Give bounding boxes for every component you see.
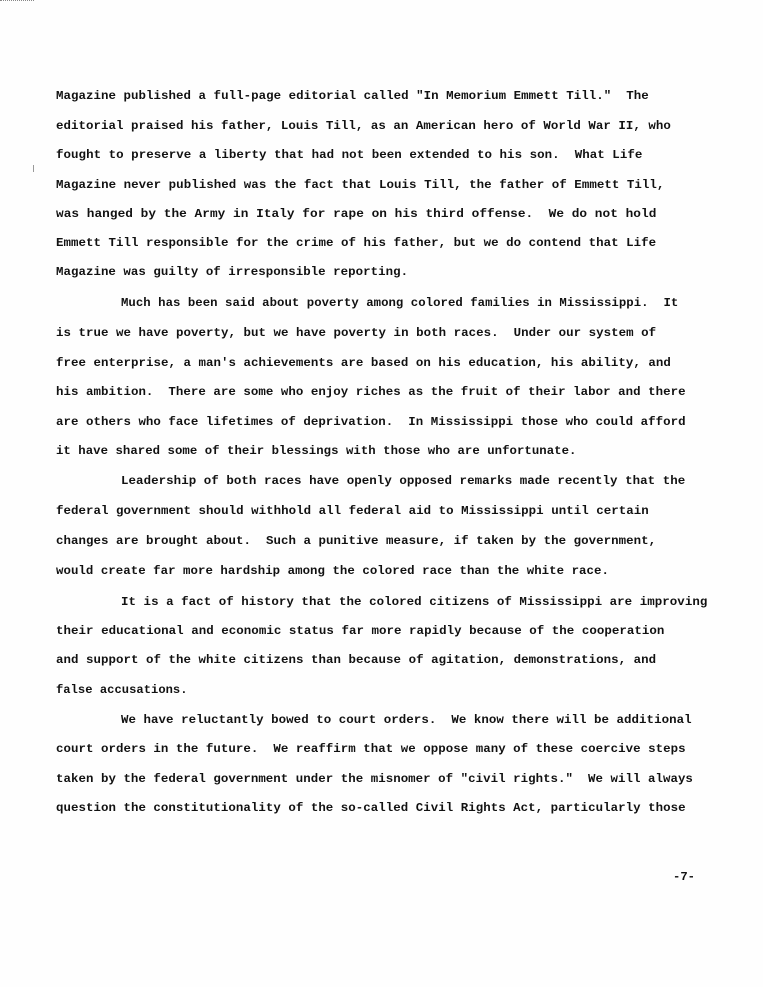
text-line: his ambition. There are some who enjoy riches as the fruit of their labor and there (56, 385, 686, 399)
text-line: Much has been said about poverty among colored families in Mississippi. It (121, 296, 679, 310)
text-line: are others who face lifetimes of deprivation. In Mississippi those who could afford (56, 415, 686, 429)
text-line: Magazine published a full-page editorial called "In Memorium Emmett Till." The (56, 89, 649, 103)
text-line: and support of the white citizens than because of agitation, demonstrations, and (56, 653, 657, 667)
text-line: false accusations. (56, 683, 188, 697)
text-line: question the constitutionality of the so-called Civil Rights Act, particularly those (56, 801, 686, 815)
text-line: We have reluctantly bowed to court orders. We know there will be additional (121, 713, 692, 727)
text-line: changes are brought about. Such a punitive measure, if taken by the government, (56, 534, 657, 548)
text-line: court orders in the future. We reaffirm that we oppose many of these coercive steps (56, 742, 686, 756)
margin-tick-mark (33, 165, 34, 172)
text-line: would create far more hardship among the colored race than the white race. (56, 564, 609, 578)
scan-edge-mark (0, 0, 34, 2)
text-line: is true we have poverty, but we have poverty in both races. Under our system of (56, 326, 657, 340)
text-line: Leadership of both races have openly opposed remarks made recently that the (121, 474, 686, 488)
text-line: it have shared some of their blessings with those who are unfortunate. (56, 444, 577, 458)
text-line: Magazine never published was the fact that Louis Till, the father of Emmett Till, (56, 178, 665, 192)
text-line: Emmett Till responsible for the crime of his father, but we do contend that Life (56, 236, 657, 250)
text-line: taken by the federal government under the misnomer of "civil rights." We will always (56, 772, 693, 786)
text-line: Magazine was guilty of irresponsible reporting. (56, 265, 409, 279)
text-line: fought to preserve a liberty that had not been extended to his son. What Life (56, 148, 643, 162)
text-line: federal government should withhold all federal aid to Mississippi until certain (56, 504, 649, 518)
text-line: free enterprise, a man's achievements are based on his education, his ability, and (56, 356, 671, 370)
text-line: was hanged by the Army in Italy for rape on his third offense. We do not hold (56, 207, 657, 221)
text-line: It is a fact of history that the colored citizens of Mississippi are improving (121, 595, 708, 609)
page-number: -7- (673, 870, 695, 884)
text-line: editorial praised his father, Louis Till, as an American hero of World War II, who (56, 119, 671, 133)
text-line: their educational and economic status far more rapidly because of the cooperation (56, 624, 665, 638)
